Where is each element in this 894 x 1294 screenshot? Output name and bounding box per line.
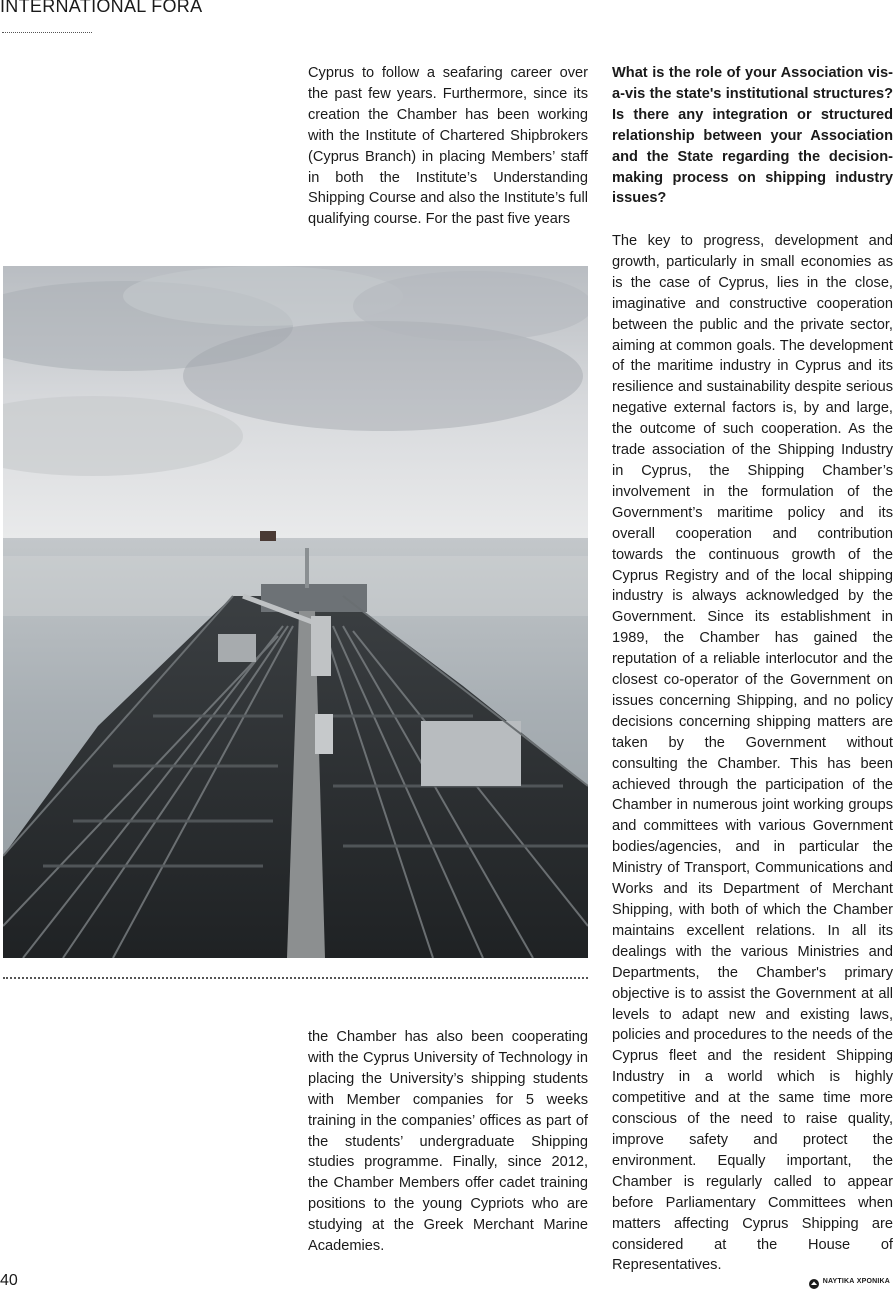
interview-answer: The key to progress, development and growth, particularly in small economies as is the case of Cyprus, lies in the close, imaginative and constructive cooperation between the public and the private sector, aiming at common goals. The development of the maritime industry in Cyprus and its resilience and sustainability despite serious negative external factors is, by and large, the outcome of such cooperation. As the trade association of the Shipping Industry in Cyprus, the Shipping Chamber’s involvement in the formulation of the Government’s maritime policy and its overall cooperation and contribution towards the continuous growth of the Cyprus Registry and of the local shipping industry is always acknowledged by the Government. Since its establishment in 1989, the Chamber has gained the reputation of a reliable interlocutor and the closest co-operator of the Government on issues concerning Shipping, and no policy decisions concerning shipping matters are taken by the Government without consulting the Chamber. This has been achieved through the participation of the Chamber in numerous joint working groups and committees with various Government bodies/agencies, and in particular the Ministry of Transport, Communications and Works and its Department of Merchant Shipping, with both of which the Chamber maintains excellent relations. In all its dealings with the various Ministries and Departments, the Chamber's primary objective is to assist the Government at all levels to adapt new and existing laws, policies and procedures to the needs of the Cyprus fleet and the resident Shipping Industry in a world which is highly competitive and at the same time more conscious of the need to raise quality, improve safety and protect the environment. Equally important, the Chamber is regularly called to appear before Parliamentary Committees when matters affecting Cyprus Shipping are considered at the House of Representatives.	[612, 233, 893, 1274]
tanker-deck-photo	[3, 266, 588, 958]
footer-brand	[809, 1276, 890, 1286]
brand-logo-icon	[809, 1276, 819, 1286]
article-column2-top: Cyprus to follow a seafaring career over the past few years. Furthermore, since its creation the Chamber has been working with the Institute of Chartered Shipbrokers (Cyprus Branch) in placing Members’ staff in both the Institute’s Understanding Shipping Course and also the Institute’s full qualifying course. For the past five years	[308, 65, 588, 228]
section-label: INTERNATIONAL FORA	[0, 0, 203, 16]
brand-name: ΝΑΥΤΙΚΑ ΧΡΟΝΙΚΑ	[822, 1277, 890, 1285]
section-divider	[2, 32, 92, 33]
interview-question: What is the role of your Association vis-a-vis the state's institutional structures? Is there any integration or structured relationship between your Association and the State regarding the decision-making process on shipping industry issues?	[612, 65, 893, 207]
photo-divider	[3, 977, 588, 979]
article-column2-bottom: the Chamber has also been cooperating with the Cyprus University of Technology in placing the University’s shipping students with Member companies for 5 weeks training in the companies’ offices as part of the students’ undergraduate Shipping studies programme. Finally, since 2012, the Chamber Members offer cadet training positions to the young Cypriots who are studying at the Greek Merchant Marine Academies.	[308, 1029, 588, 1255]
page-number: 40	[0, 1272, 18, 1289]
